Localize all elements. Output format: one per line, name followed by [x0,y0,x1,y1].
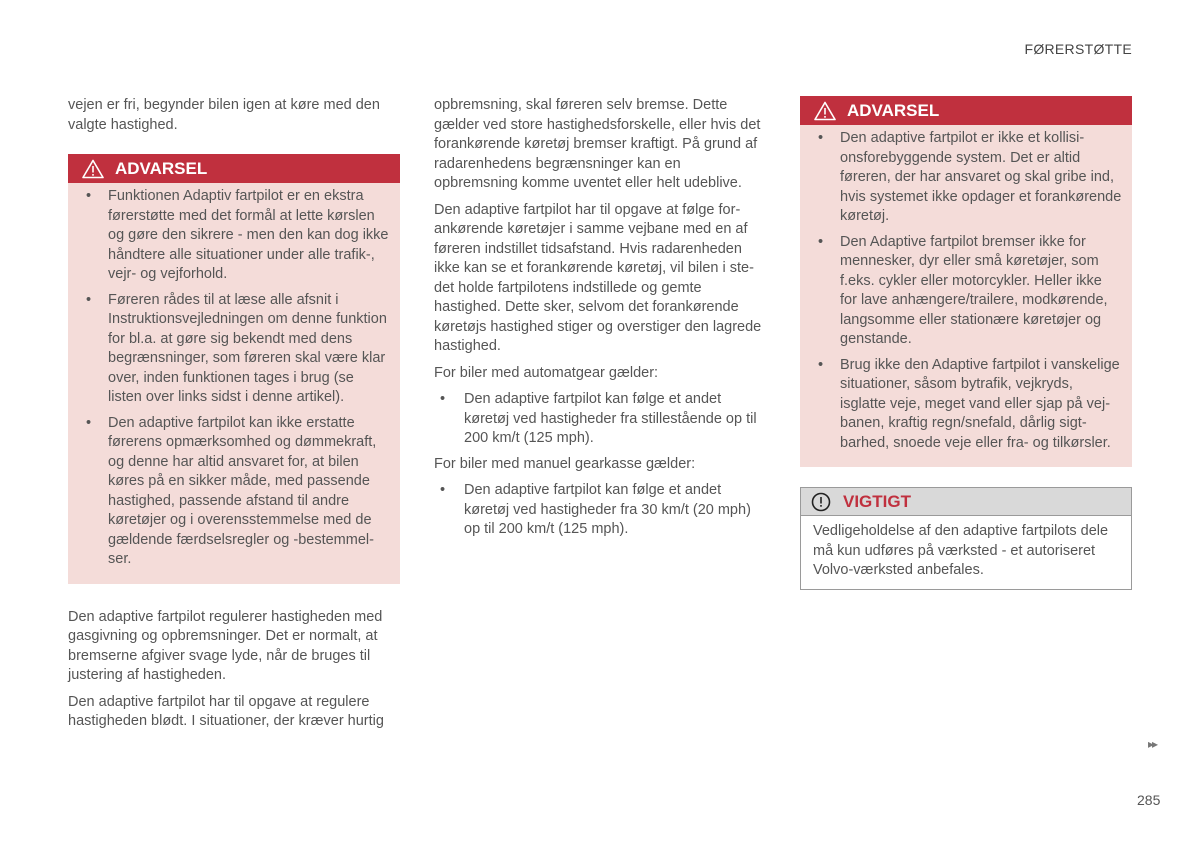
warning-triangle-icon [82,159,104,179]
column-right [800,96,1132,590]
warning-list [68,183,400,570]
notice-box [800,487,1132,590]
body-paragraph: Den adaptive fartpilot har til opgave at følge forankørende køretøjer i samme vejbane med en af føreren indstillet tidsafstand. Hvis radarenheden ikke kan se et forankørende køretøj, vil bilen i stedet holde fartpilotens indstillede og gemte hastighed. Dette sker, selvom det forankørende køretøjs hastighed stiger og overstiger den lagrede hastighed. [434,201,762,354]
list-item: • Den adaptive fartpilot er ikke et kollisionsforebyggende system. Det er altid føreren, der har ansvaret og skal gribe ind, hvis systemet ikke opdager et forankørende køretøj. [818,130,1122,224]
exclamation-circle-icon [811,492,831,512]
column-middle [434,96,766,546]
list-item: • Den adaptive fartpilot kan følge et andet køretøj ved hastigheder fra 30 km/t (20 mph) op til 200 km/t (125 mph). [440,482,751,537]
warning-title: ADVARSEL [847,100,940,120]
warning-box [800,96,1132,467]
notice-body: Vedligeholdelse af den adaptive fartpilots dele må kun udføres på værksted - et autoriseret Volvo-værksted anbefales. [813,523,1109,578]
bullet: • [440,482,446,498]
warning-triangle-icon [814,101,836,121]
body-paragraph: Den adaptive fartpilot regulerer hastigheden med gasgivning og opbremsninger. Det er normalt, at bremserne afgiver svage lyde, når de bruges til justering af hastigheden. [68,608,383,683]
warning-box [68,154,400,584]
list-item: • Den adaptive fartpilot kan følge et andet køretøj ved hastigheder fra stillestående op til 200 km/t (125 mph). [440,391,757,446]
bullet: • [818,233,824,250]
bullet: • [440,391,446,407]
bullet: • [86,291,92,308]
automatic-gear-list [434,390,766,449]
warning-header [68,154,400,183]
bullet: • [818,356,824,373]
intro-paragraph: vejen er fri, begynder bilen igen at køre med den valgte hastighed. [68,97,380,133]
list-item: • Føreren rådes til at læse alle afsnit i Instruktionsvejledningen om denne funktion for bl.a. at gøre sig bekendt med dens begrænsninger, som føreren skal være klar over, inden funktionen tages i brug (se listen over links sidst i denne artikel). [86,291,387,405]
bullet: • [818,130,824,146]
list-item: • Brug ikke den Adaptive fartpilot i vanskelige situationer, såsom bytrafik, vejkryds, isglatte veje, meget vand eller sjap på vejbanen, kraftig regn/snefald, dårlig sigtbarhed, snoede veje eller fra- og tilkørsler. [818,356,1120,451]
column-left [68,96,400,739]
list-item: • Den adaptive fartpilot kan ikke erstatte førerens opmærksomhed og dømmekraft, og denne har altid ansvaret for, at bilen køres på en sikker måde, med passende hastighed, passende afstand til andre køretøjer og i overensstemmelse med de gældende færdselsregler og -bestemmelser. [86,414,377,567]
bullet: • [86,414,92,431]
continue-arrow-icon: ▸▸ [1148,737,1157,751]
body-paragraph: opbremsning, skal føreren selv bremse. Dette gælder ved store hastighedsforskelle, eller hvis det forankørende køretøj bremser kraftigt. På grund af radarenhedens begrænsninger kan en opbremsning komme uventet eller helt udeblive. [434,97,761,191]
section-title: FØRERSTØTTE [1024,41,1132,57]
manual-gear-label: For biler med manuel gearkasse gælder: [434,455,696,472]
body-paragraph: Den adaptive fartpilot har til opgave at regulere hastigheden blødt. I situationer, der kræver hurtig [68,693,384,729]
warning-list [800,125,1132,453]
list-item: • Den Adaptive fartpilot bremser ikke for mennesker, dyr eller små køretøjer, som f.eks. cykler eller motorcykler. Heller ikke for lave anhængere/trailere, modkørende, langsomme eller stationære køretøjer og genstande. [818,233,1108,347]
warning-header [800,96,1132,125]
manual-gear-list [434,481,766,540]
list-item: • Funktionen Adaptiv fartpilot er en ekstra førerstøtte med det formål at lette kørslen og gøre den sikrere - men den kan dog ikke håndtere alle situationer under alle trafik-, vejr- og vejforhold. [86,188,389,282]
notice-header [801,488,1131,516]
bullet: • [86,188,92,204]
automatic-gear-label: For biler med automatgear gælder: [434,364,659,381]
warning-title: ADVARSEL [115,158,208,178]
page-number: 285 [1137,792,1161,808]
notice-title: VIGTIGT [843,491,911,511]
